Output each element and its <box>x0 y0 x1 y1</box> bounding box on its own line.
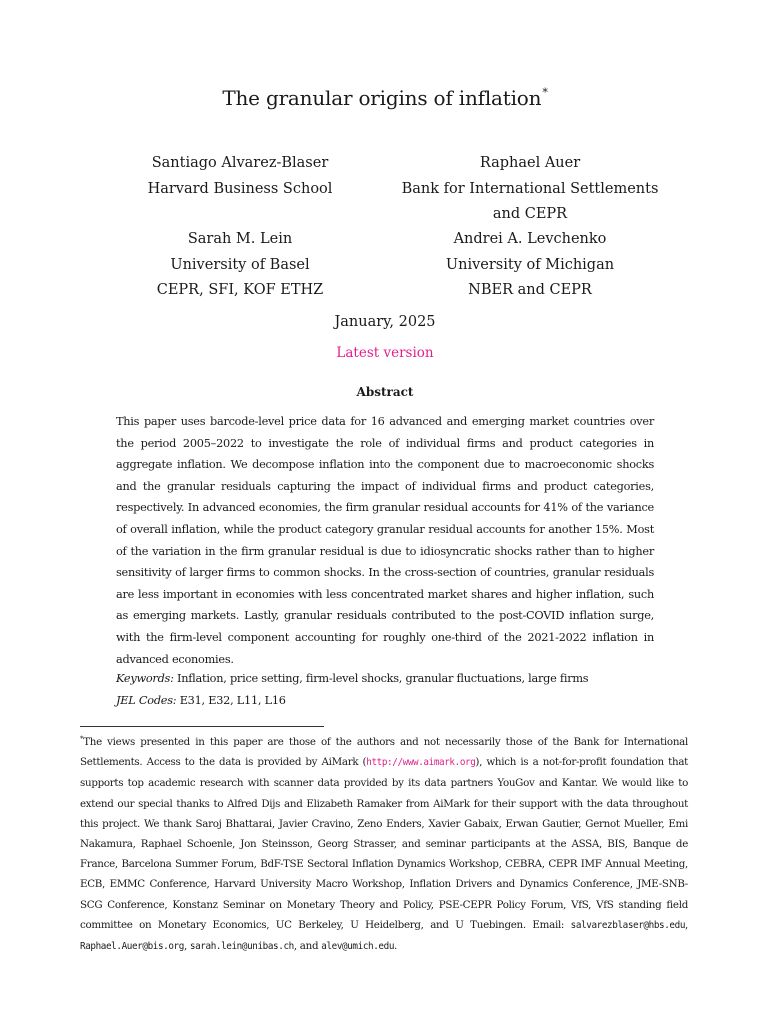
paper-title <box>0 86 770 110</box>
email-link[interactable]: alev@umich.edu <box>321 941 395 953</box>
author-block <box>370 151 690 228</box>
jel-codes <box>116 694 676 707</box>
abstract-heading: Abstract <box>356 385 414 399</box>
author-affiliation: Bank for International Settlements <box>401 180 659 197</box>
jel-label: JEL Codes: <box>116 694 177 707</box>
keywords-text: Inflation, price setting, firm-level shocks, granular fluctuations, large firms <box>177 672 589 685</box>
keywords <box>116 672 676 685</box>
footnote-separator: , <box>685 918 688 931</box>
author-name: Raphael Auer <box>479 155 581 171</box>
author-affiliation: University of Michigan <box>445 256 615 273</box>
email-link[interactable]: Raphael.Auer@bis.org <box>80 941 184 953</box>
footnote-separator: , <box>183 940 190 953</box>
jel-text: E31, E32, L11, L16 <box>179 694 286 707</box>
footnote-text: ), which is a not-for-profit foundation that supports top academic research with scanner data provided by its data partners YouGov and Kantar. We would like to extend our special thanks to Alfred Dijs and Elizabeth Ramaker from AiMark for their support with the data throughout this project. We thank Saroj Bhattarai, Javier Cravino, Zeno Enders, Xavier Gabaix, Erwan Gautier, Gernot Mueller, Emi Nakamura, Raphael Schoenle, Jon Steinsson, Georg Strasser, and seminar participants at the ASSA, BIS, Banque de France, Barcelona Summer Forum, BdF-TSE Sectoral Inflation Dynamics Workshop, CEBRA, CEPR IMF Annual Meeting, ECB, EMMC Conference, Harvard University Macro Workshop, Inflation Drivers and Dynamics Conference, JME-SNB-SCG Conference, Konstanz Seminar on Monetary Theory and Policy, PSE-CEPR Policy Forum, VfS, VfS standing field committee on Monetary Economics, UC Berkeley, U Heidelberg, and U Tuebingen. Email: <box>80 756 688 931</box>
author-name: Sarah M. Lein <box>187 231 293 247</box>
author-affiliation: CEPR, SFI, KOF ETHZ <box>156 282 324 298</box>
aimark-link[interactable]: http://www.aimark.org <box>366 757 476 769</box>
footnote-mark: * <box>80 735 84 743</box>
footnote-end: . <box>394 940 397 953</box>
author-name: Santiago Alvarez-Blaser <box>151 155 329 171</box>
author-name: Andrei A. Levchenko <box>453 231 607 247</box>
footnote-text: The views presented in this paper are those of the authors and not necessarily those of the Bank for International Settlements. Access to the data is provided by AiMark ( <box>80 736 688 769</box>
author-block <box>80 151 400 202</box>
email-link[interactable]: sarah.lein@unibas.ch <box>189 941 294 953</box>
footnote <box>80 729 688 957</box>
title-footnote-mark[interactable]: * <box>542 86 548 99</box>
paper-title-text: The granular origins of inflation <box>222 86 542 110</box>
email-link[interactable]: salvarezblaser@hbs.edu <box>570 919 686 931</box>
author-block <box>80 227 400 304</box>
keywords-label: Keywords: <box>116 672 174 685</box>
abstract-text: This paper uses barcode-level price data for 16 advanced and emerging market countries over the period 2005–2022 to investigate the role of individual firms and product categories in aggregate inflation. We decompose inflation into the component due to macroeconomic shocks and the granular residuals capturing the impact of individual firms and product categories, respectively. In advanced economies, the firm granular residual accounts for 41% of the variance of overall inflation, while the product category granular residual accounts for another 15%. Most of the variation in the firm granular residual is due to idiosyncratic shocks rather than to higher sensitivity of larger firms to common shocks. In the cross-section of countries, granular residuals are less important in economies with less concentrated market shares and higher inflation, such as emerging markets. Lastly, granular residuals contributed to the post-COVID inflation surge, with the firm-level component accounting for roughly one-third of the 2021-2022 inflation in advanced economies. <box>116 415 654 666</box>
footnote-rule <box>80 726 324 727</box>
latest-version-link[interactable]: Latest version <box>336 345 434 361</box>
author-affiliation: and CEPR <box>492 206 568 222</box>
paper-date: January, 2025 <box>334 314 436 330</box>
author-affiliation: University of Basel <box>170 256 310 273</box>
footnote-separator: , and <box>293 940 322 953</box>
author-affiliation: NBER and CEPR <box>468 282 592 298</box>
author-affiliation: Harvard Business School <box>147 180 333 197</box>
author-block <box>370 227 690 304</box>
